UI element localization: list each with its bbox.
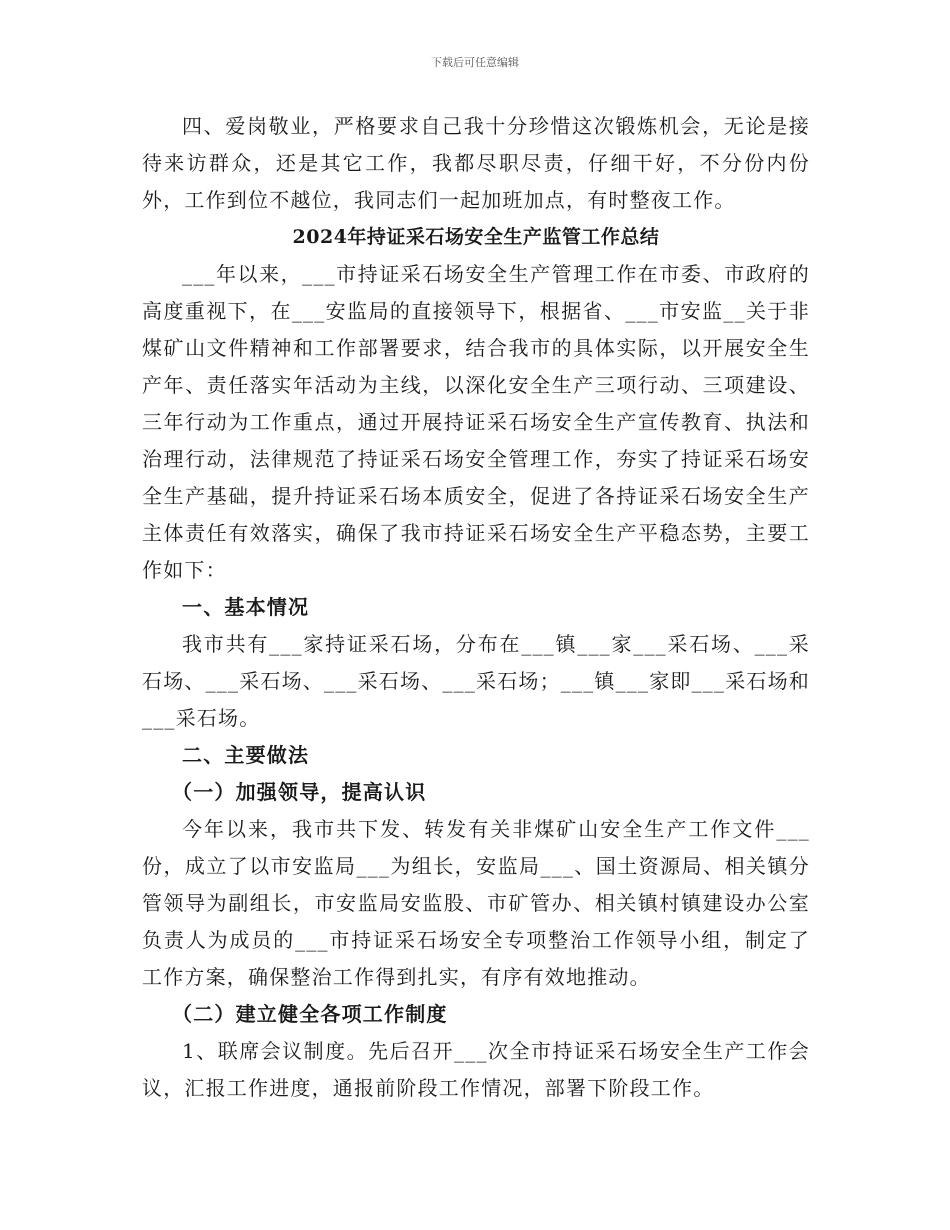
subsection-heading-leadership: （一）加强领导，提高认识 [172,780,427,804]
section-heading-basic-situation: 一、基本情况 [182,595,310,619]
basic-situation-paragraph: 我市共有___家持证采石场，分布在___镇___家___采石场、___采石场、___采石场、___采石场、___采石场；___镇___家即___采石场和___采石场。 [142,632,810,730]
subsection-heading-systems: （二）建立健全各项工作制度 [172,1002,448,1026]
page-header-note: 下载后可任意编辑 [431,56,519,69]
section-heading-main-practices: 二、主要做法 [182,743,310,767]
intro-paragraph: 四、爱岗敬业，严格要求自己我十分珍惜这次锻炼机会，无论是接待来访群众，还是其它工作，我都尽职尽责，仔细干好，不分份内份外，工作到位不越位，我同志们一起加班加点，有时整夜工作。 [142,114,810,212]
leadership-paragraph: 今年以来，我市共下发、转发有关非煤矿山安全生产工作文件___份，成立了以市安监局___为组长，安监局___、国土资源局、相关镇分管领导为副组长，市安监局安监股、市矿管办、相关镇村镇建设办公室负责人为成员的___市持证采石场安全专项整治工作领导小组，制定了工作方案，确保整治工作得到扎实，有序有效地推动。 [142,817,810,989]
summary-paragraph: ___年以来，___市持证采石场安全生产管理工作在市委、市政府的高度重视下，在___安监局的直接领导下，根据省、___市安监__关于非煤矿山文件精神和工作部署要求，结合我市的具体实际，以开展安全生产年、责任落实年活动为主线，以深化安全生产三项行动、三项建设、三年行动为工作重点，通过开展持证采石场安全生产宣传教育、执法和治理行动，法律规范了持证采石场安全管理工作，夯实了持证采石场安全生产基础，提升持证采石场本质安全，促进了各持证采石场安全生产主体责任有效落实，确保了我市持证采石场安全生产平稳态势，主要工作如下： [142,262,810,582]
document-title: 2024年持证采石场安全生产监管工作总结 [292,226,660,248]
systems-paragraph: 1、联席会议制度。先后召开___次全市持证采石场安全生产工作会议，汇报工作进度，通报前阶段工作情况，部署下阶段工作。 [142,1039,810,1100]
document-body [142,108,810,1107]
